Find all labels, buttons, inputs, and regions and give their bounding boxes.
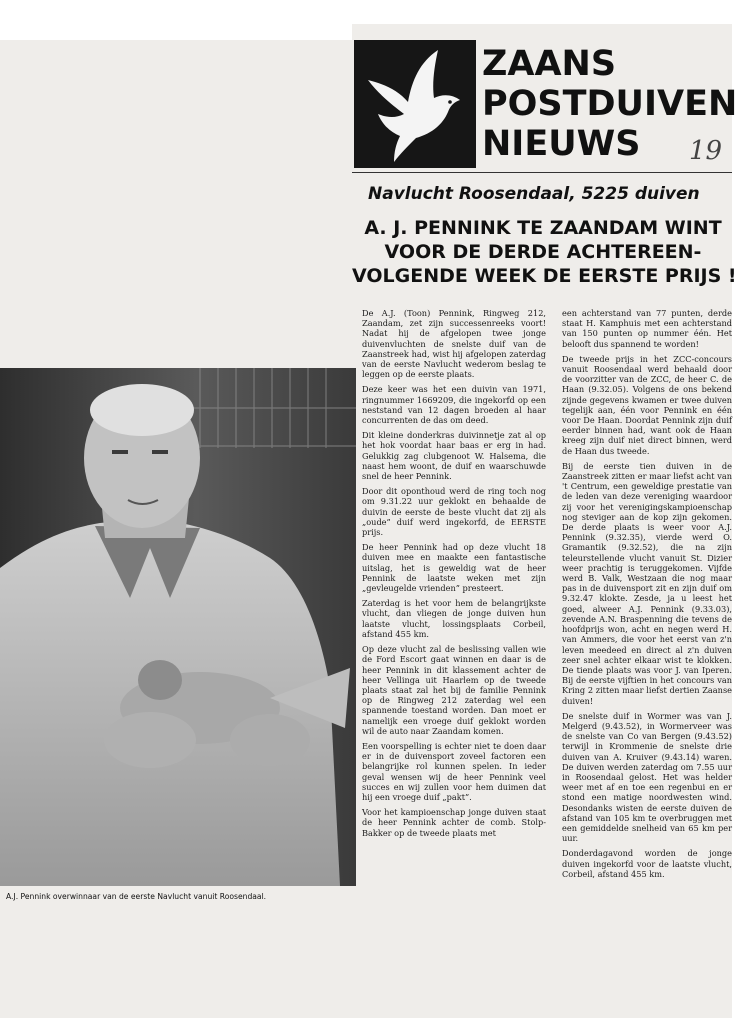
- paragraph: Bij de eerste tien duiven in de Zaanstreek zitten er maar liefst acht van 't Centrum, een geweldige prestatie van de leden van deze vereniging waardoor zij voor het verenigingskampioenschap nog steviger aan de kop zijn gekomen. De derde plaats is weer voor A.J. Pennink (9.32.35), vierde werd O. Gramantik (9.32.52), die na zijn teleurstellende vlucht vanuit St. Dizier weer prachtig is teruggekomen. Vijfde werd B. Valk, Westzaan die nog maar pas in de duivensport zit en zijn duif om 9.32.47 klokte. Zesde, ja u leest het goed, alweer A.J. Pennink (9.33.03), zevende A.N. Braspenning die tevens de hoofdprijs won, acht en negen werd H. van Ammers, die voor het eerst van z'n leven meedeed en direct al z'n duiven zeer snel achter elkaar wist te klokken. De tiende plaats was voor J. van Iperen. Bij de eerste vijftien in het concours van Kring 2 zitten maar liefst dertien Zaanse duiven!: [562, 460, 732, 706]
- subheadline: Navlucht Roosendaal, 5225 duiven: [368, 184, 700, 204]
- paragraph: De tweede prijs in het ZCC-concours vanuit Roosendaal werd behaald door de voorzitter van de ZCC, de heer C. de Haan (9.32.05). Volgens de ons bekend zijnde gegevens kwamen er twee duiven tegelijk aan, één voor Pennink en één voor De Haan. Doordat Pennink zijn duif eerder binnen had, want ook de Haan kreeg zijn duif niet direct binnen, werd de Haan dus tweede.: [562, 353, 732, 456]
- divider: [352, 172, 732, 173]
- photo-caption: A.J. Pennink overwinnaar van de eerste Navlucht vanuit Roosendaal.: [6, 892, 267, 901]
- masthead-title-line: NIEUWS: [482, 124, 641, 164]
- paragraph: Dit kleine donderkras duivinnetje zat al op het hok voordat haar baas er erg in had. Gelukkig zag clubgenoot W. Halsema, die naast hem woont, de duif en waarschuwde snel de heer Pennink.: [362, 430, 546, 482]
- paragraph: De A.J. (Toon) Pennink, Ringweg 212, Zaandam, zet zijn successenreeks voort! Nadat hij de afgelopen twee jonge duivenvluchten de snelste duif van de Zaanstreek had, wist hij afgelopen zaterdag van de eerste Navlucht wederom beslag te leggen op de eerste plaats.: [362, 308, 546, 380]
- masthead-emblem: [354, 40, 476, 168]
- dove-icon: [354, 40, 476, 168]
- masthead: [354, 40, 738, 168]
- handwritten-page-number: 19: [689, 136, 723, 166]
- portrait-photo: [0, 368, 356, 886]
- paragraph: Zaterdag is het voor hem de belangrijkste vlucht, dan vliegen de jonge duiven hun laatste vlucht, lossingsplaats Corbeil, afstand 455 km.: [362, 598, 546, 639]
- article-column-2: [562, 308, 732, 884]
- headline-line: A. J. PENNINK TE ZAANDAM WINT: [364, 217, 722, 239]
- masthead-title-line: ZAANS: [482, 44, 617, 84]
- paragraph: Een voorspelling is echter niet te doen daar er in de duivensport zoveel factoren een belangrijke rol kunnen spelen. In ieder geval wensen wij de heer Pennink veel succes en wij zullen voor hem duimen dat hij een vroege duif „pakt”.: [362, 740, 546, 802]
- photo-illustration: [0, 368, 356, 886]
- article-column-1: [362, 308, 546, 843]
- headline-line: VOLGENDE WEEK DE EERSTE PRIJS !: [352, 265, 737, 287]
- paragraph: Deze keer was het een duivin van 1971, ringnummer 1669209, die ingekorfd op een neststand van 12 dagen broeden al haar concurrenten de das om deed.: [362, 384, 546, 426]
- masthead-title-line: POSTDUIVEN: [482, 84, 738, 124]
- paragraph: Voor het kampioenschap jonge duiven staat de heer Pennink achter de comb. Stolp-Bakker op de tweede plaats met: [362, 807, 546, 838]
- headline: [352, 216, 737, 288]
- paragraph: Door dit oponthoud werd de ring toch nog om 9.31.22 uur geklokt en behaalde de duivin de eerste de beste vlucht dat zij als „oude” duif werd ingekorfd, de EERSTE prijs.: [362, 486, 546, 538]
- headline-line: VOOR DE DERDE ACHTEREEN-: [384, 241, 702, 263]
- paragraph: Donderdagavond worden de jonge duiven ingekorfd voor de laatste vlucht, Corbeil, afstand 455 km.: [562, 848, 732, 879]
- paragraph: De heer Pennink had op deze vlucht 18 duiven mee en maakte een fantastische uitslag, het is geweldig wat de heer Pennink de laatste weken met zijn „gevleugelde vrienden” presteert.: [362, 542, 546, 594]
- paragraph: De snelste duif in Wormer was van J. Melgerd (9.43.52), in Wormerveer was de snelste van Co van Bergen (9.43.52) terwijl in Krommenie de snelste drie duiven van A. Kruiver (9.43.14) waren. De duiven werden zaterdag om 7.55 uur in Roosendaal gelost. Het was helder weer met af en toe een regenbui en er stond een matige noordwesten wind. Desondanks wisten de eerste duiven de afstand van 105 km te overbruggen met een gemiddelde snelheid van 65 km per uur.: [562, 710, 732, 844]
- paragraph: een achterstand van 77 punten, derde staat H. Kamphuis met een achterstand van 150 punten op nummer één. Het belooft dus spannend te worden!: [562, 308, 732, 349]
- paragraph: Op deze vlucht zal de beslissing vallen wie de Ford Escort gaat winnen en daar is de heer Pennink in dit klassement achter de heer Vellinga uit Haarlem op de tweede plaats staat zal het bij de familie Pennink op de Ringweg 212 zaterdag wel een spannende toestand worden. Dan moet er namelijk een vroege duif geklokt worden wil de auto naar Zaandam komen.: [362, 644, 546, 736]
